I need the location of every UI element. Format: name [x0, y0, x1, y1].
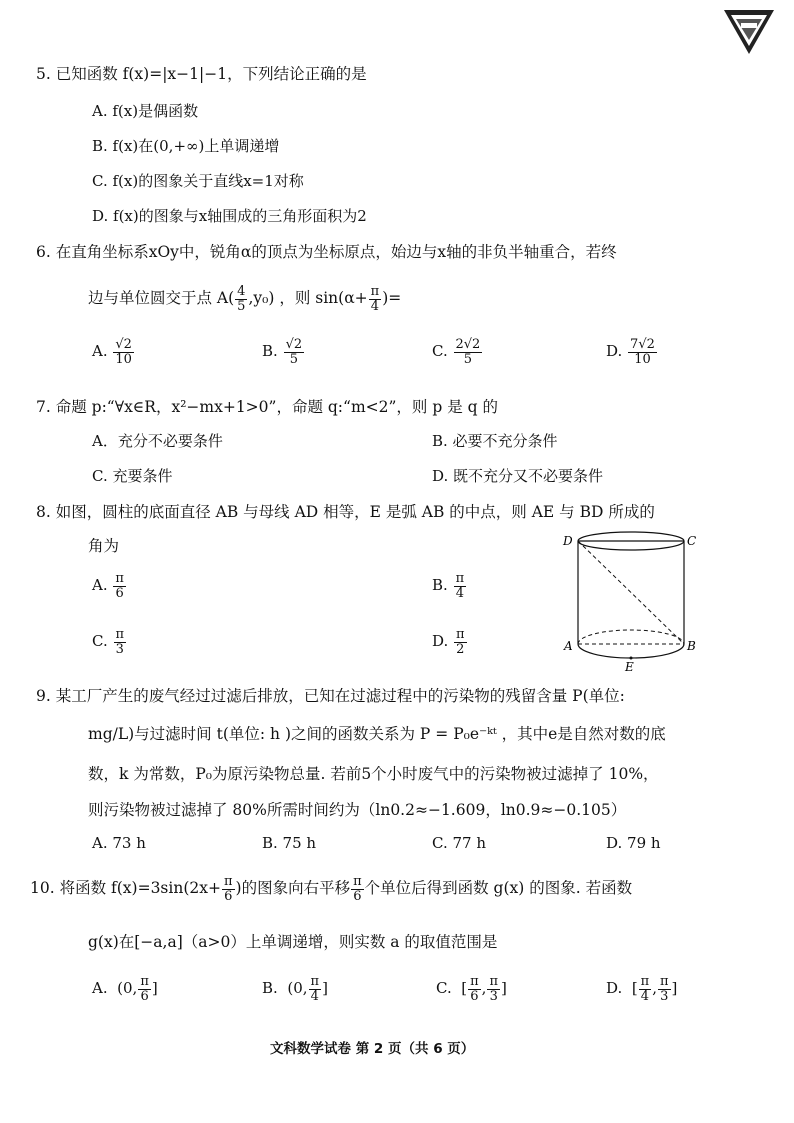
q5-option-d: D. f(x)的图象与x轴围成的三角形面积为2 [92, 207, 367, 225]
q8-option-a-num: π [115, 571, 124, 586]
q10-option-a-pre: (0, [117, 979, 138, 998]
fig-label-a: A [564, 639, 573, 653]
q7-option-a: A．充分不必要条件 [92, 432, 223, 450]
q6-option-b-den: 5 [289, 351, 298, 367]
q5-option-b: B. f(x)在(0,+∞)上单调递增 [92, 137, 280, 155]
q6-option-c-num: 2√2 [455, 337, 481, 352]
q10-option-b-post: ] [322, 979, 328, 998]
q8-option-b-den: 4 [455, 585, 464, 601]
q6-frac-a [235, 285, 247, 313]
q10-option-a [92, 975, 158, 1003]
q6-option-a-num: √2 [115, 337, 132, 352]
q6-frac-b-num: π [370, 284, 380, 299]
q8-option-b-num: π [455, 571, 465, 586]
q10-option-a-post: ] [151, 979, 158, 998]
q5-option-a: A. f(x)是偶函数 [92, 102, 199, 120]
q8-option-a-den: 6 [115, 585, 124, 601]
q10-option-b-den: 4 [310, 988, 319, 1004]
q6-option-a [92, 338, 135, 366]
fig-label-e: E [625, 660, 634, 672]
q10-frac-1-den: 6 [224, 888, 233, 904]
q10-option-d-num1: π [640, 974, 650, 989]
q6-option-d-frac [628, 338, 657, 366]
q10-option-b-num: π [310, 974, 320, 989]
q6-frac-b [369, 285, 382, 313]
q10-option-c [436, 975, 507, 1003]
q10-option-c-num1: π [470, 974, 479, 989]
q10-option-d [606, 975, 677, 1003]
q9-line3: 数，k 为常数，P₀为原污染物总量. 若前5个小时废气中的污染物被过滤掉了 10%， [88, 765, 659, 783]
q10-frac-2 [351, 875, 364, 903]
q8-option-b-frac [454, 572, 467, 600]
q7-option-d: D. 既不充分又不必要条件 [432, 467, 604, 485]
q10-option-c-mid: , [481, 979, 487, 998]
q6-option-a-label: A. [92, 342, 108, 361]
q6-stem-line2 [88, 285, 401, 313]
q7-option-c: C. 充要条件 [92, 467, 173, 485]
q9-line2: mg/L)与过滤时间 t(单位: h )之间的函数关系为 P = P₀e⁻ᵏᵗ ，其中e是自然对数的底 [88, 725, 666, 743]
q5-option-c: C. f(x)的图象关于直线x=1对称 [92, 172, 304, 190]
q6-option-b-num: √2 [285, 337, 303, 352]
q8-option-b [432, 572, 467, 600]
q6-option-d [606, 338, 658, 366]
q10-stem-line1 [30, 875, 632, 903]
q10-stem-line2: g(x)在[−a,a]（a>0）上单调递增，则实数 a 的取值范围是 [88, 933, 498, 951]
q8-option-c-frac [114, 628, 127, 656]
q6-option-a-frac [113, 338, 134, 366]
q10-frac-1-num: π [223, 874, 233, 889]
q10-option-a-label: A. [92, 979, 108, 998]
fig-label-b: B [687, 639, 696, 653]
q7-option-b: B. 必要不充分条件 [432, 432, 558, 450]
q6-option-b-label: B. [262, 342, 278, 361]
q8-option-a-label: A. [92, 576, 108, 595]
q6-option-c-den: 5 [463, 351, 473, 367]
q10-option-c-den1: 6 [470, 988, 479, 1004]
q10-option-a-frac [138, 975, 151, 1003]
q8-option-b-label: B. [432, 576, 448, 595]
q6-frac-b-den: 4 [370, 298, 380, 314]
q6-stem-post: )= [382, 289, 402, 308]
q8-option-d-label: D. [432, 632, 449, 651]
q10-option-b-frac [309, 975, 322, 1003]
q10-option-b-label: B. [262, 979, 278, 998]
q10-option-c-pre: [ [461, 979, 468, 998]
q10-option-b-pre: (0, [287, 979, 308, 998]
q10-stem-post: 个单位后得到函数 g(x) 的图象. 若函数 [364, 879, 633, 898]
q6-option-c [432, 338, 483, 366]
q9-option-a: A. 73 h [92, 834, 146, 852]
q6-stem-mid: ,y₀) ，则 sin(α+ [248, 289, 368, 308]
q6-option-d-den: 10 [634, 351, 651, 367]
q6-option-b-frac [284, 338, 305, 366]
q6-option-c-frac [454, 338, 483, 366]
q9-line1: 9. 某工厂产生的废气经过过滤后排放，已知在过滤过程中的污染物的残留含量 P(单位: [36, 687, 625, 705]
q8-option-d-num: π [456, 627, 465, 642]
q6-stem-pre: 边与单位圆交于点 A( [88, 289, 235, 308]
q10-frac-2-num: π [353, 874, 362, 889]
q8-option-d [432, 628, 468, 656]
q6-option-b [262, 338, 305, 366]
q8-option-d-den: 2 [456, 641, 465, 657]
q10-option-c-label: C. [436, 979, 452, 998]
q10-option-d-post: ] [671, 979, 678, 998]
q8-option-a [92, 572, 127, 600]
q8-option-c-num: π [115, 627, 125, 642]
cylinder-figure [560, 526, 700, 672]
q9-option-d: D. 79 h [606, 834, 661, 852]
q9-line4: 则污染物被过滤掉了 80%所需时间约为（ln0.2≈−1.609，ln0.9≈−0.105） [88, 801, 627, 819]
q8-stem-line2: 角为 [88, 537, 120, 555]
q6-stem-line1: 6. 在直角坐标系xOy中，锐角α的顶点为坐标原点，始边与x轴的非负半轴重合，若终 [36, 243, 617, 261]
q10-option-c-den2: 3 [489, 988, 498, 1004]
q10-option-d-frac2 [658, 975, 671, 1003]
q10-option-a-den: 6 [140, 988, 149, 1004]
q10-option-d-frac1 [639, 975, 652, 1003]
q6-frac-a-num: 4 [237, 284, 246, 299]
q9-option-b: B. 75 h [262, 834, 317, 852]
q10-option-b [262, 975, 328, 1003]
q6-option-d-label: D. [606, 342, 623, 361]
q8-option-c-den: 3 [115, 641, 124, 657]
q8-option-a-frac [113, 572, 126, 600]
q10-frac-1 [222, 875, 235, 903]
q8-option-d-frac [454, 628, 467, 656]
q10-option-d-mid: , [652, 979, 657, 998]
q10-option-c-frac2 [487, 975, 500, 1003]
q6-option-d-num: 7√2 [630, 337, 655, 352]
q10-option-c-post: ] [501, 979, 507, 998]
q10-option-d-den2: 3 [660, 988, 669, 1004]
fig-label-c: C [687, 534, 697, 548]
q10-option-a-num: π [140, 974, 149, 989]
q9-option-c: C. 77 h [432, 834, 486, 852]
q10-frac-2-den: 6 [353, 888, 362, 904]
q10-option-d-pre: [ [631, 979, 638, 998]
q10-stem-pre: 10. 将函数 f(x)=3sin(2x+ [30, 879, 221, 898]
q10-option-c-frac1 [468, 975, 481, 1003]
q6-option-a-den: 10 [115, 351, 132, 367]
q6-option-c-label: C. [432, 342, 448, 361]
page-footer: 文科数学试卷 第 2 页（共 6 页） [270, 1041, 475, 1057]
q6-frac-a-den: 5 [237, 298, 246, 314]
q10-option-d-num2: π [660, 974, 669, 989]
q7-stem: 7. 命题 p:“∀x∈R，x²−mx+1>0”，命题 q:“m<2”，则 p 是 q 的 [36, 398, 498, 416]
q8-option-c-label: C. [92, 632, 108, 651]
school-logo [722, 6, 776, 56]
q10-option-d-label: D. [606, 979, 623, 998]
q8-option-c [92, 628, 127, 656]
q8-stem-line1: 8. 如图，圆柱的底面直径 AB 与母线 AD 相等，E 是弧 AB 的中点，则 AE 与 BD 所成的 [36, 503, 655, 521]
q5-stem: 5. 已知函数 f(x)=|x−1|−1，下列结论正确的是 [36, 65, 367, 83]
q10-stem-mid: )的图象向右平移 [235, 879, 351, 898]
fig-label-d: D [563, 534, 573, 548]
q10-option-d-den1: 4 [640, 988, 650, 1004]
q10-option-c-num2: π [489, 974, 498, 989]
